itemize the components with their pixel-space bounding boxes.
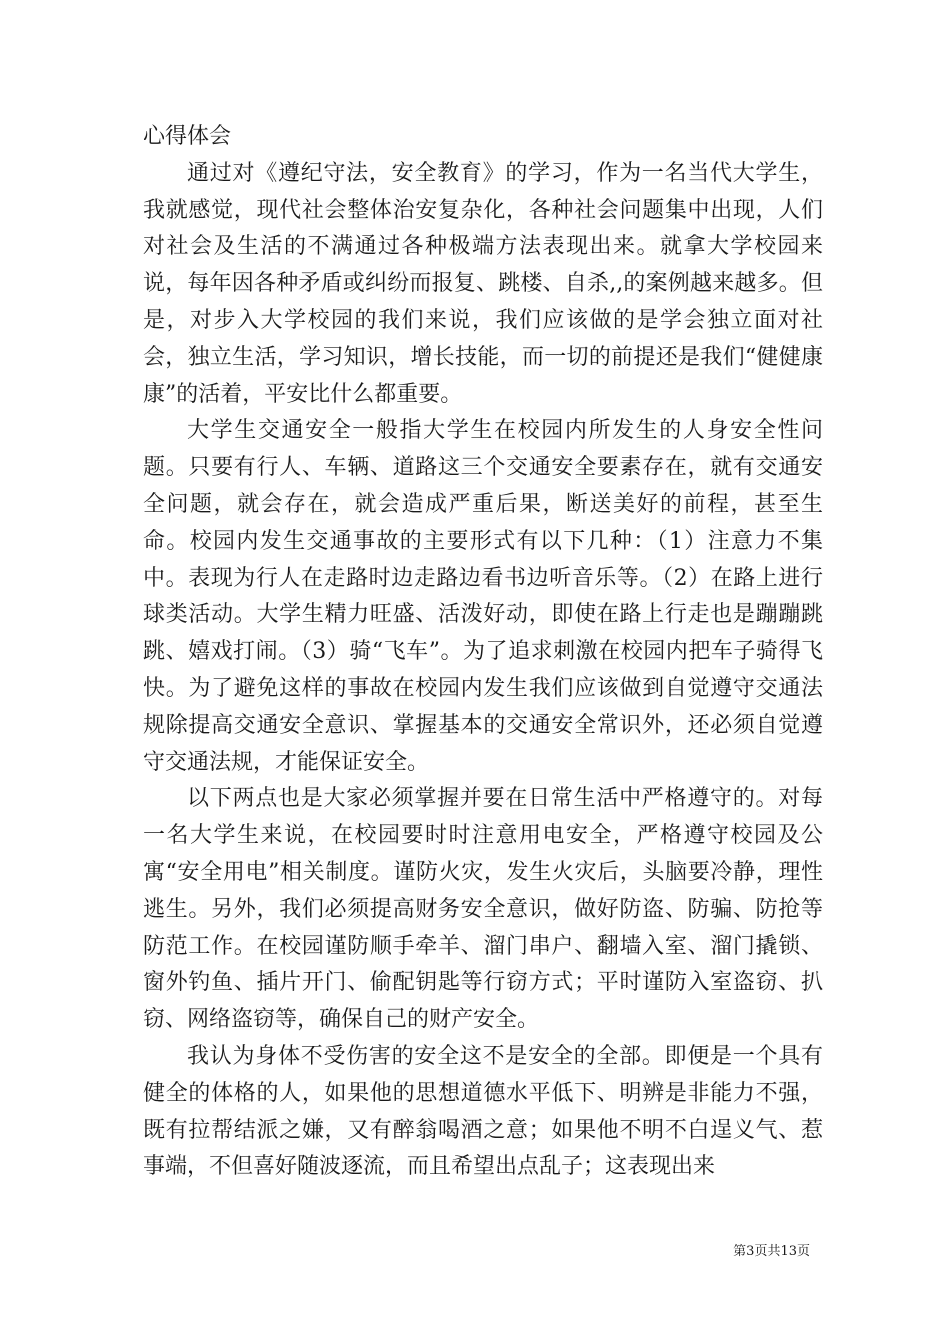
page-number: 第3页共13页: [733, 1244, 810, 1259]
document-body: [143, 119, 823, 1186]
paragraph-3: 以下两点也是大家必须掌握并要在日常生活中严格遵守的。对每一名大学生来说，在校园要时时注意用电安全，严格遵守校园及公寓“安全用电”相关制度。谨防火灾，发生火灾后，头脑要冷静，理性逃生。另外，我们必须提高财务安全意识，做好防盗、防骗、防抢等防范工作。在校园谨防顺手牵羊、溜门串户、翻墙入室、溜门撬锁、窗外钓鱼、插片开门、偷配钥匙等行窃方式；平时谨防入室盗窃、扒窃、网络盗窃等，确保自己的财产安全。: [143, 786, 823, 1033]
paragraph-4: 我认为身体不受伤害的安全这不是安全的全部。即便是一个具有健全的体格的人，如果他的思想道德水平低下、明辨是非能力不强，既有拉帮结派之嫌，又有醉翁喝酒之意；如果他不明不白逞义气、惹事端，不但喜好随波逐流，而且希望出点乱子；这表现出来: [143, 1043, 823, 1180]
paragraph-2: 大学生交通安全一般指大学生在校园内所发生的人身安全性问题。只要有行人、车辆、道路这三个交通安全要素存在，就有交通安全问题，就会存在，就会造成严重后果，断送美好的前程，甚至生命。校园内发生交通事故的主要形式有以下几种：（1）注意力不集中。表现为行人在走路时边走路边看书边听音乐等。（2）在路上进行球类活动。大学生精力旺盛、活泼好动，即使在路上行走也是蹦蹦跳跳、嬉戏打闹。（3）骑“飞车”。为了追求刺激在校园内把车子骑得飞快。为了避免这样的事故在校园内发生我们应该做到自觉遵守交通法规除提高交通安全意识、掌握基本的交通安全常识外，还必须自觉遵守交通法规，才能保证安全。: [143, 418, 823, 775]
document-heading: 心得体会: [143, 124, 232, 149]
paragraph-1: 通过对《遵纪守法，安全教育》的学习，作为一名当代大学生，我就感觉，现代社会整体治安复杂化，各种社会问题集中出现，人们对社会及生活的不满通过各种极端方法表现出来。就拿大学校园来说，每年因各种矛盾或纠纷而报复、跳楼、自杀,,的案例越来越多。但是，对步入大学校园的我们来说，我们应该做的是学会独立面对社会，独立生活，学习知识，增长技能，而一切的前提还是我们“健健康康”的活着，平安比什么都重要。: [143, 160, 823, 407]
